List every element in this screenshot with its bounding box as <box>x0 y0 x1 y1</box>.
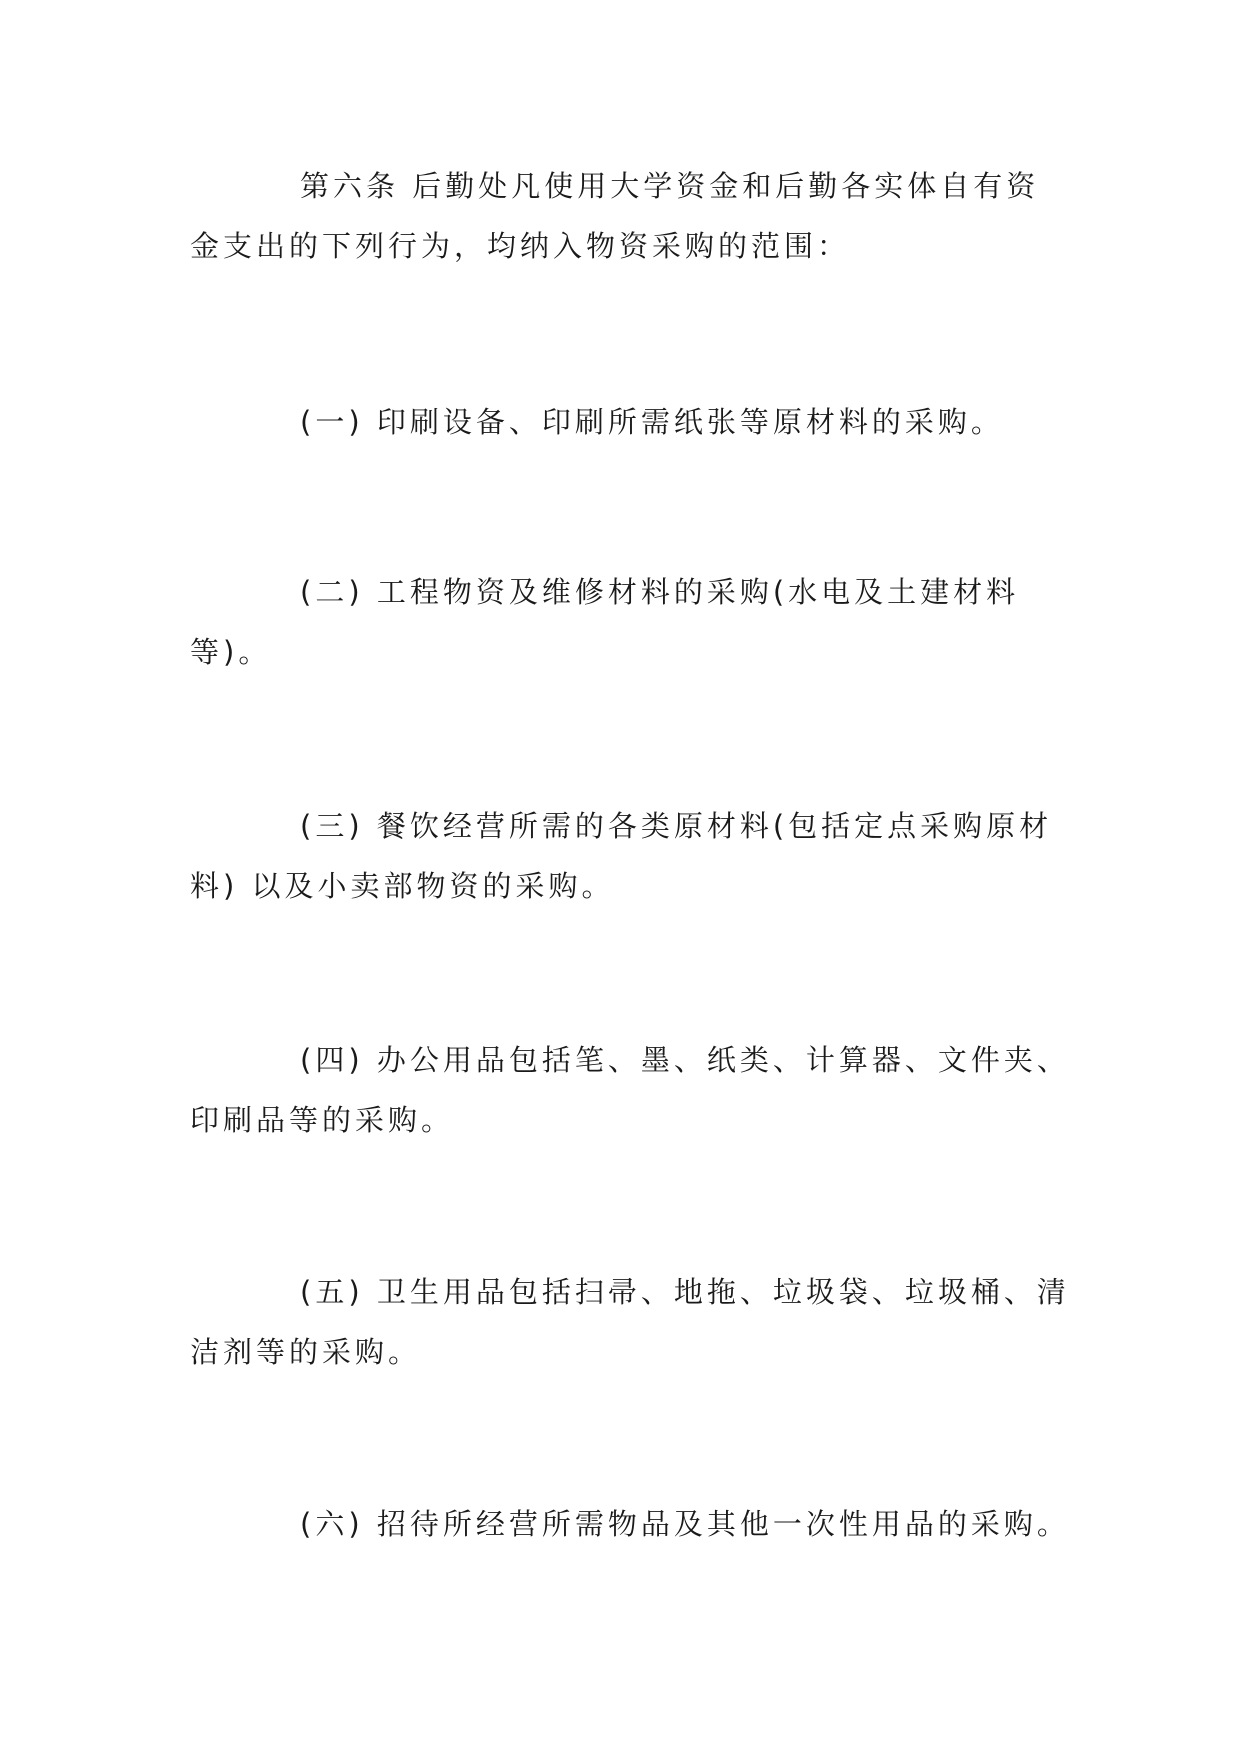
paragraph-line: 料) 以及小卖部物资的采购。 <box>190 869 615 903</box>
item-one-paragraph <box>190 392 1050 452</box>
paragraph-line: 印刷品等的采购。 <box>190 1103 455 1137</box>
paragraph-line: (三) 餐饮经营所需的各类原材料(包括定点采购原材 <box>300 809 1053 843</box>
paragraph-line: (四) 办公用品包括笔、墨、纸类、计算器、文件夹、 <box>300 1043 1070 1077</box>
paragraph-line: 金支出的下列行为，均纳入物资采购的范围： <box>190 229 851 263</box>
paragraph-line: 等)。 <box>190 635 272 669</box>
paragraph-line: (一) 印刷设备、印刷所需纸张等原材料的采购。 <box>300 405 1004 439</box>
item-five-paragraph <box>190 1262 1070 1382</box>
item-four-paragraph <box>190 1030 1070 1150</box>
paragraph-line: (五) 卫生用品包括扫帚、地拖、垃圾袋、垃圾桶、清 <box>300 1275 1070 1309</box>
paragraph-line: 第六条 后勤处凡使用大学资金和后勤各实体自有资 <box>300 169 1040 203</box>
item-three-paragraph <box>190 796 1053 916</box>
article-six-paragraph <box>190 156 1050 276</box>
item-six-paragraph <box>190 1494 1070 1554</box>
paragraph-line: 洁剂等的采购。 <box>190 1335 422 1369</box>
paragraph-line: (二) 工程物资及维修材料的采购(水电及土建材料 <box>300 575 1020 609</box>
paragraph-line: (六) 招待所经营所需物品及其他一次性用品的采购。 <box>300 1507 1070 1541</box>
item-two-paragraph <box>190 562 1050 682</box>
